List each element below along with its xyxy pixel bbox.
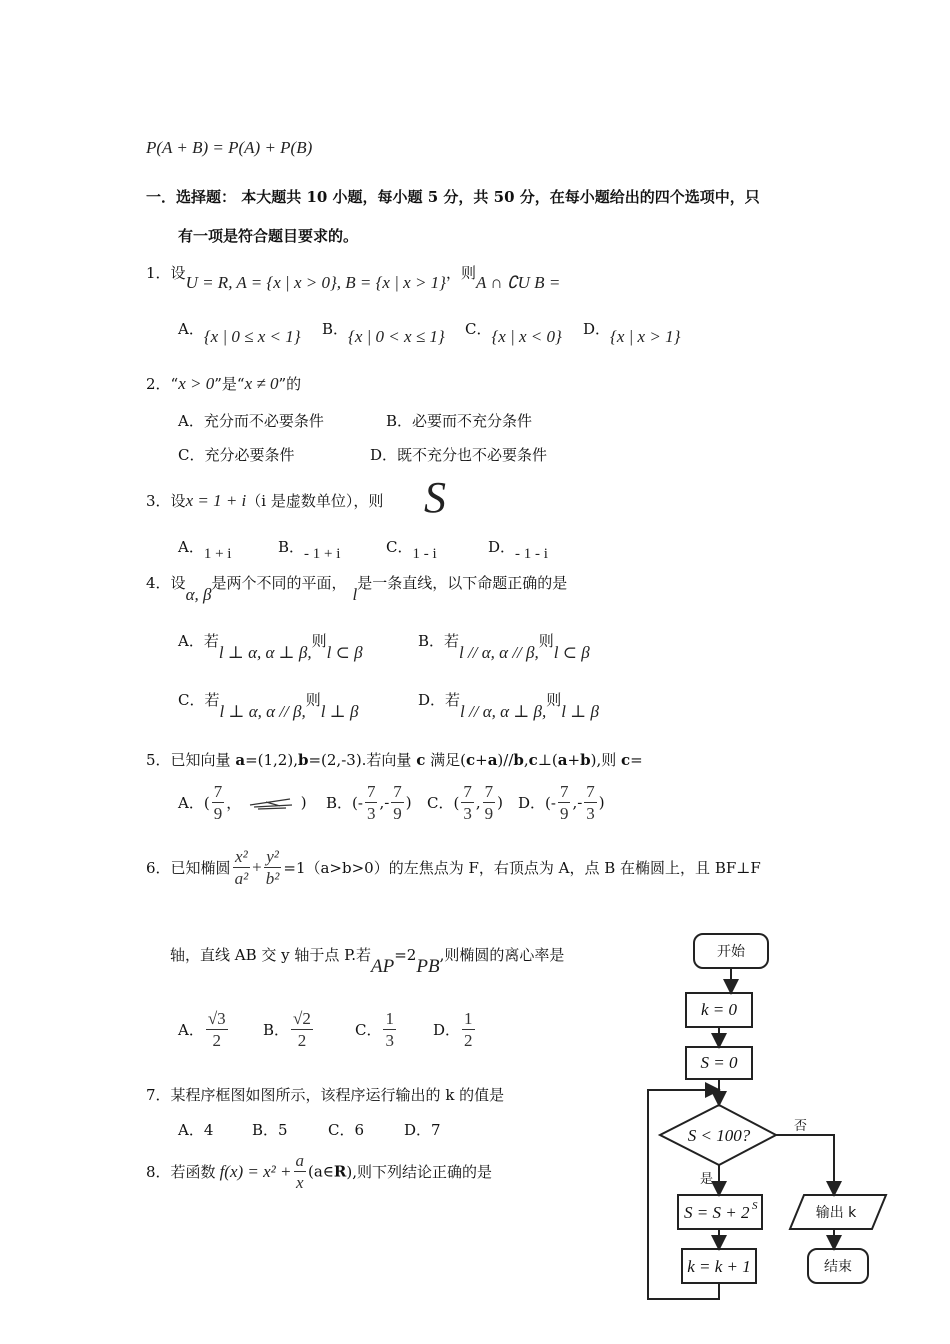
q6-option-c[interactable]: C． $\frac{1}{3}$: [355, 1009, 394, 1050]
q7-option-a[interactable]: A．4: [178, 1121, 214, 1139]
q4-option-d[interactable]: D．若l // α, α ⊥ β,则l ⊥ β: [418, 691, 599, 721]
q3-big-s: S: [424, 473, 446, 522]
q7-option-d[interactable]: D．7: [404, 1121, 441, 1139]
q7-option-b[interactable]: B．5: [252, 1121, 288, 1139]
flow-end-label: 结束: [824, 1259, 852, 1275]
q7-option-c[interactable]: C．6: [328, 1121, 365, 1139]
q3-option-d[interactable]: D．- 1 - i: [488, 538, 548, 562]
q2-option-a[interactable]: A．充分而不必要条件: [178, 412, 324, 430]
q3-option-c[interactable]: C．1 - i: [386, 538, 437, 562]
q6-option-d[interactable]: D． $\frac{1}{2}$: [433, 1009, 473, 1050]
top-formula: P(A + B) = P(A) + P(B): [146, 138, 313, 157]
flow-output-label: 输出 k: [815, 1205, 857, 1221]
q6-option-b[interactable]: B． $\frac{√2}{2}$: [263, 1009, 311, 1050]
q1-expr2: A ∩ ∁U B =: [475, 273, 561, 292]
q5-option-a[interactable]: A．( $\frac{7}{9}$ ， ): [178, 782, 307, 823]
flowchart: [636, 925, 906, 1315]
question-5: 5．已知向量 a=(1,2),b=(2,-3).若向量 c 满足(c+a)//b,c⊥(a+b),则 c=: [146, 751, 643, 769]
question-3: 3．设x = 1 + i（i 是虚数单位），则: [146, 491, 384, 510]
q1-number: 1．: [146, 264, 171, 282]
flow-no-label: 否: [794, 1119, 808, 1134]
q1-pre: 设: [170, 264, 186, 282]
q3-option-a[interactable]: A．1 + i: [178, 538, 232, 562]
q4-option-c[interactable]: C．若l ⊥ α, α // β,则l ⊥ β: [178, 691, 359, 721]
q1-option-c[interactable]: C．{x | x < 0}: [465, 320, 562, 346]
q1-option-b[interactable]: B．{x | 0 < x ≤ 1}: [322, 320, 445, 346]
q6-option-a[interactable]: A． $\frac{√3}{2}$: [178, 1009, 226, 1050]
question-7: 7．某程序框图如图所示，该程序运行输出的 k 的值是: [146, 1086, 505, 1104]
flow-s0-label: S = 0: [700, 1053, 738, 1072]
question-6: 6．已知椭圆 $\frac{\text{x²}}{\text{a²}}$ + $\frac{\text{y²}}{\text{b²}}$ =1（a>b>0）的左焦点为 F，右顶点为 A，点 B 在椭圆上，且 BF⊥F: [146, 847, 761, 888]
flow-condition-label: S < 100?: [687, 1126, 751, 1145]
q5-option-b[interactable]: B．(- $\frac{7}{3}$ ,- $\frac{7}{9}$ ): [326, 782, 412, 823]
q1-mid: ，则: [445, 264, 476, 282]
q5-option-d[interactable]: D．(- $\frac{7}{9}$ ,- $\frac{7}{3}$ ): [518, 782, 605, 823]
q6-line2: 轴，直线 AB 交 y 轴于点 P.若AP=2PB,则椭圆的离心率是: [170, 946, 565, 977]
q3-option-b[interactable]: B．- 1 + i: [278, 538, 341, 562]
question-4: 4．设α, β是两个不同的平面，l是一条直线，以下命题正确的是: [146, 574, 568, 604]
section-heading-line2: 有一项是符合题目要求的。: [178, 227, 359, 245]
q1-option-d[interactable]: D．{x | x > 1}: [583, 320, 681, 346]
flow-update-s-sup: S: [752, 1200, 758, 1212]
flow-yes-label: 是: [700, 1172, 714, 1187]
q4-option-a[interactable]: A．若l ⊥ α, α ⊥ β,则l ⊂ β: [178, 632, 363, 662]
question-1: [146, 262, 561, 292]
flow-update-k-label: k = k + 1: [687, 1257, 751, 1276]
q2-option-d[interactable]: D．既不充分也不必要条件: [370, 446, 548, 464]
flow-update-s-label: S = S + 2: [684, 1203, 750, 1222]
q5-option-c[interactable]: C．( $\frac{7}{3}$ , $\frac{7}{9}$ ): [427, 782, 503, 823]
smudge-mark: [246, 793, 296, 813]
question-8: 8．若函数 f(x) = x² + $\frac{a}{x}$ (a∈R),则下列结论正确的是: [146, 1151, 492, 1192]
section-heading-line1: 一．选择题： 本大题共 10 小题，每小题 5 分，共 50 分，在每小题给出的四个选项中，只: [146, 188, 760, 206]
question-2: 2．“x > 0”是“x ≠ 0”的: [146, 374, 302, 393]
q1-expr: U = R, A = {x | x > 0}, B = {x | x > 1}: [185, 273, 446, 292]
flow-k0-label: k = 0: [700, 1000, 738, 1019]
q4-option-b[interactable]: B．若l // α, α // β,则l ⊂ β: [418, 632, 590, 662]
q2-option-c[interactable]: C．充分必要条件: [178, 446, 295, 464]
flow-start-label: 开始: [717, 944, 745, 960]
q1-option-a[interactable]: A．{x | 0 ≤ x < 1}: [178, 320, 301, 346]
q2-option-b[interactable]: B．必要而不充分条件: [386, 412, 533, 430]
